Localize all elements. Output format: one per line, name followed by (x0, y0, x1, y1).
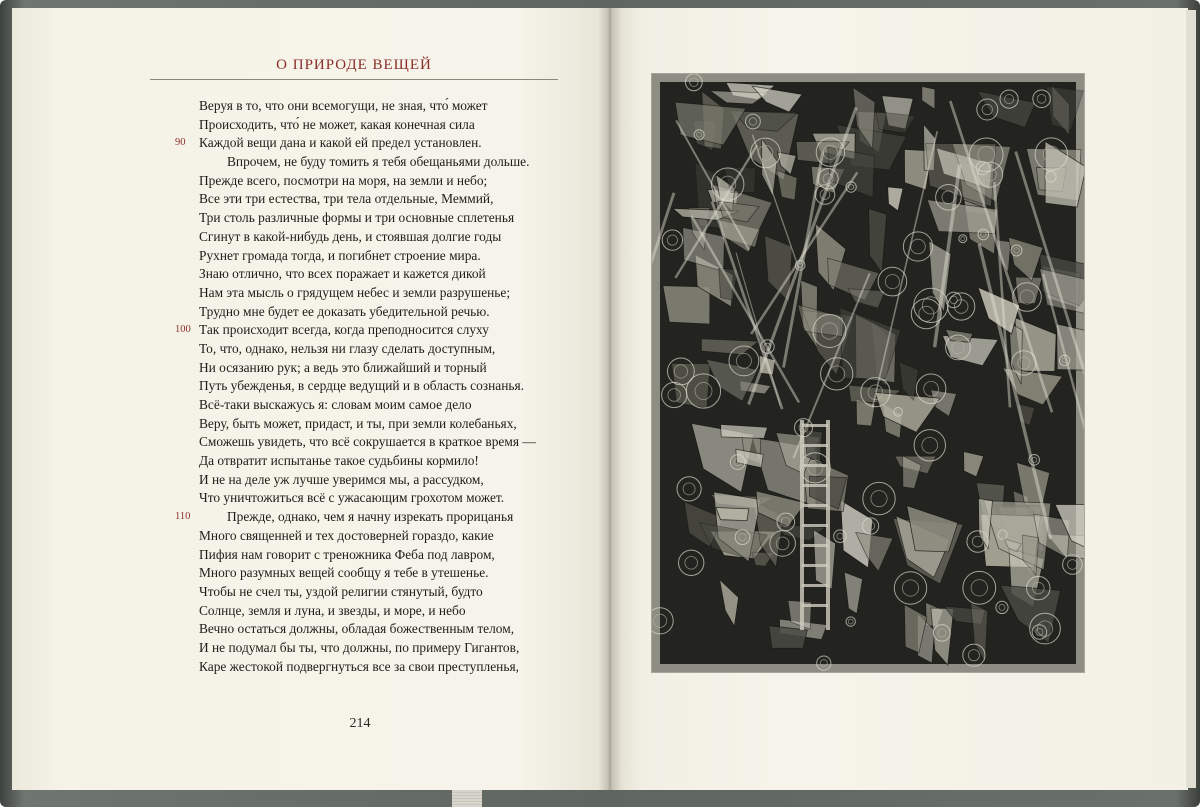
poem-line-text: Что уничтожиться всё с ужасающим грохотом может. (199, 490, 505, 506)
line-number: 100 (175, 324, 191, 336)
poem-line-text: Знаю отлично, что всех поражает и кажется дикой (199, 266, 486, 282)
poem-line-text: Чтобы не счел ты, уздой религии стянутый, будто (199, 583, 483, 599)
line-number: 90 (175, 137, 186, 149)
poem-line (199, 620, 559, 639)
poem-line-text: Всё-таки выскажусь я: словам моим самое дело (199, 397, 472, 412)
poem-line-text: То, что, однако, нельзя ни глазу сделать доступным, (199, 340, 496, 356)
poem-line-text: Вечно остаться должны, обладая божественным телом, (199, 621, 515, 637)
poem-line-text: Прежде всего, посмотри на моря, на земли и небо; (199, 172, 488, 188)
poem-line-text: Три столь различные формы и три основные сплетенья (199, 210, 515, 226)
poem-line-text: Прежде, однако, чем я начну изрекать прорицанья (227, 509, 514, 525)
poem-line (199, 452, 559, 471)
poem-line (199, 284, 559, 303)
poem-line (199, 415, 559, 434)
poem-line-text: Сможешь увидеть, что всё сокрушается в краткое время — (199, 434, 536, 450)
poem-line-text: Много разумных вещей сообщу я тебе в утешенье. (199, 565, 489, 581)
poem-line (199, 228, 559, 247)
poem-line (199, 658, 559, 677)
line-number: 110 (175, 511, 191, 523)
engraving-illustration (652, 74, 1084, 672)
poem-line (199, 489, 559, 508)
running-header: О ПРИРОДЕ ВЕЩЕЙ (276, 57, 432, 73)
poem-line-text: Пифия нам говорит с треножника Феба под лавром, (199, 546, 495, 562)
poem-line-text: И не на деле уж лучше уверимся мы, а рассудком, (199, 471, 484, 487)
poem-line (199, 583, 559, 602)
page-edges (1186, 10, 1196, 788)
poem-line-text: Да отвратит испытанье такое судьбины кормило! (199, 453, 479, 469)
poem-text (175, 97, 559, 676)
engraving-artwork (652, 74, 1084, 672)
poem-line-text: Каре жестокой подвергнуться все за свои преступленья, (199, 658, 519, 674)
poem-line (199, 359, 559, 378)
poem-line-text: Рухнет громада тогда, и погибнет строение мира. (199, 247, 481, 263)
poem-line (199, 396, 559, 415)
poem-line (199, 471, 559, 490)
poem-line-text: Сгинут в какой-нибудь день, и стоявшая долгие годы (199, 228, 502, 244)
poem-line (175, 508, 559, 527)
poem-line-text: Нам эта мысль о грядущем небес и земли разрушенье; (199, 284, 511, 300)
poem-line (199, 527, 559, 546)
poem-line (199, 602, 559, 621)
poem-line (175, 134, 559, 153)
poem-line-text: Происходить, что́ не может, какая конечная сила (199, 116, 475, 132)
poem-line (199, 546, 559, 565)
poem-line-text: Все эти три естества, три тела отдельные, Меммий, (199, 191, 494, 207)
poem-line-text: Каждой вещи дана и какой ей предел установлен. (199, 135, 482, 151)
book-gutter (598, 8, 622, 790)
header-rule (150, 79, 558, 80)
poem-line (175, 321, 559, 340)
poem-line-text: Солнце, земля и луна, и звезды, и море, и небо (199, 602, 466, 618)
poem-line (199, 564, 559, 583)
poem-line-text: Веру, быть может, придаст, и ты, при земли колебаньях, (199, 415, 517, 431)
bookmark-ribbon (452, 790, 482, 807)
poem-line (199, 172, 559, 191)
poem-line-text: Ни осязанию рук; а ведь это ближайший и торный (199, 359, 487, 375)
poem-line-text: Много священней и тех достоверней гораздо, какие (199, 527, 494, 543)
poem-line-text: Так происходит всегда, когда преподносится слуху (199, 322, 489, 338)
poem-line-text: Веруя в то, что они всемогущи, не зная, что́ может (199, 98, 488, 113)
poem-line (199, 116, 559, 135)
poem-line (199, 153, 559, 172)
poem-line-text: Впрочем, не буду томить я тебя обещаньями дольше. (227, 154, 530, 170)
poem-line (199, 303, 559, 322)
poem-line (199, 97, 559, 116)
poem-line-text: И не подумал бы ты, что должны, по примеру Гигантов, (199, 639, 520, 655)
poem-line (199, 639, 559, 658)
poem-line (199, 247, 559, 266)
poem-line (199, 377, 559, 396)
poem-line-text: Трудно мне будет ее доказать убедительной речью. (199, 303, 490, 319)
poem-line (199, 433, 559, 452)
poem-line (199, 209, 559, 228)
poem-line (199, 190, 559, 209)
poem-line (199, 340, 559, 359)
page-number: 214 (349, 716, 371, 731)
poem-line (199, 265, 559, 284)
poem-line-text: Путь убежденья, в сердце ведущий и в область сознанья. (199, 378, 524, 394)
